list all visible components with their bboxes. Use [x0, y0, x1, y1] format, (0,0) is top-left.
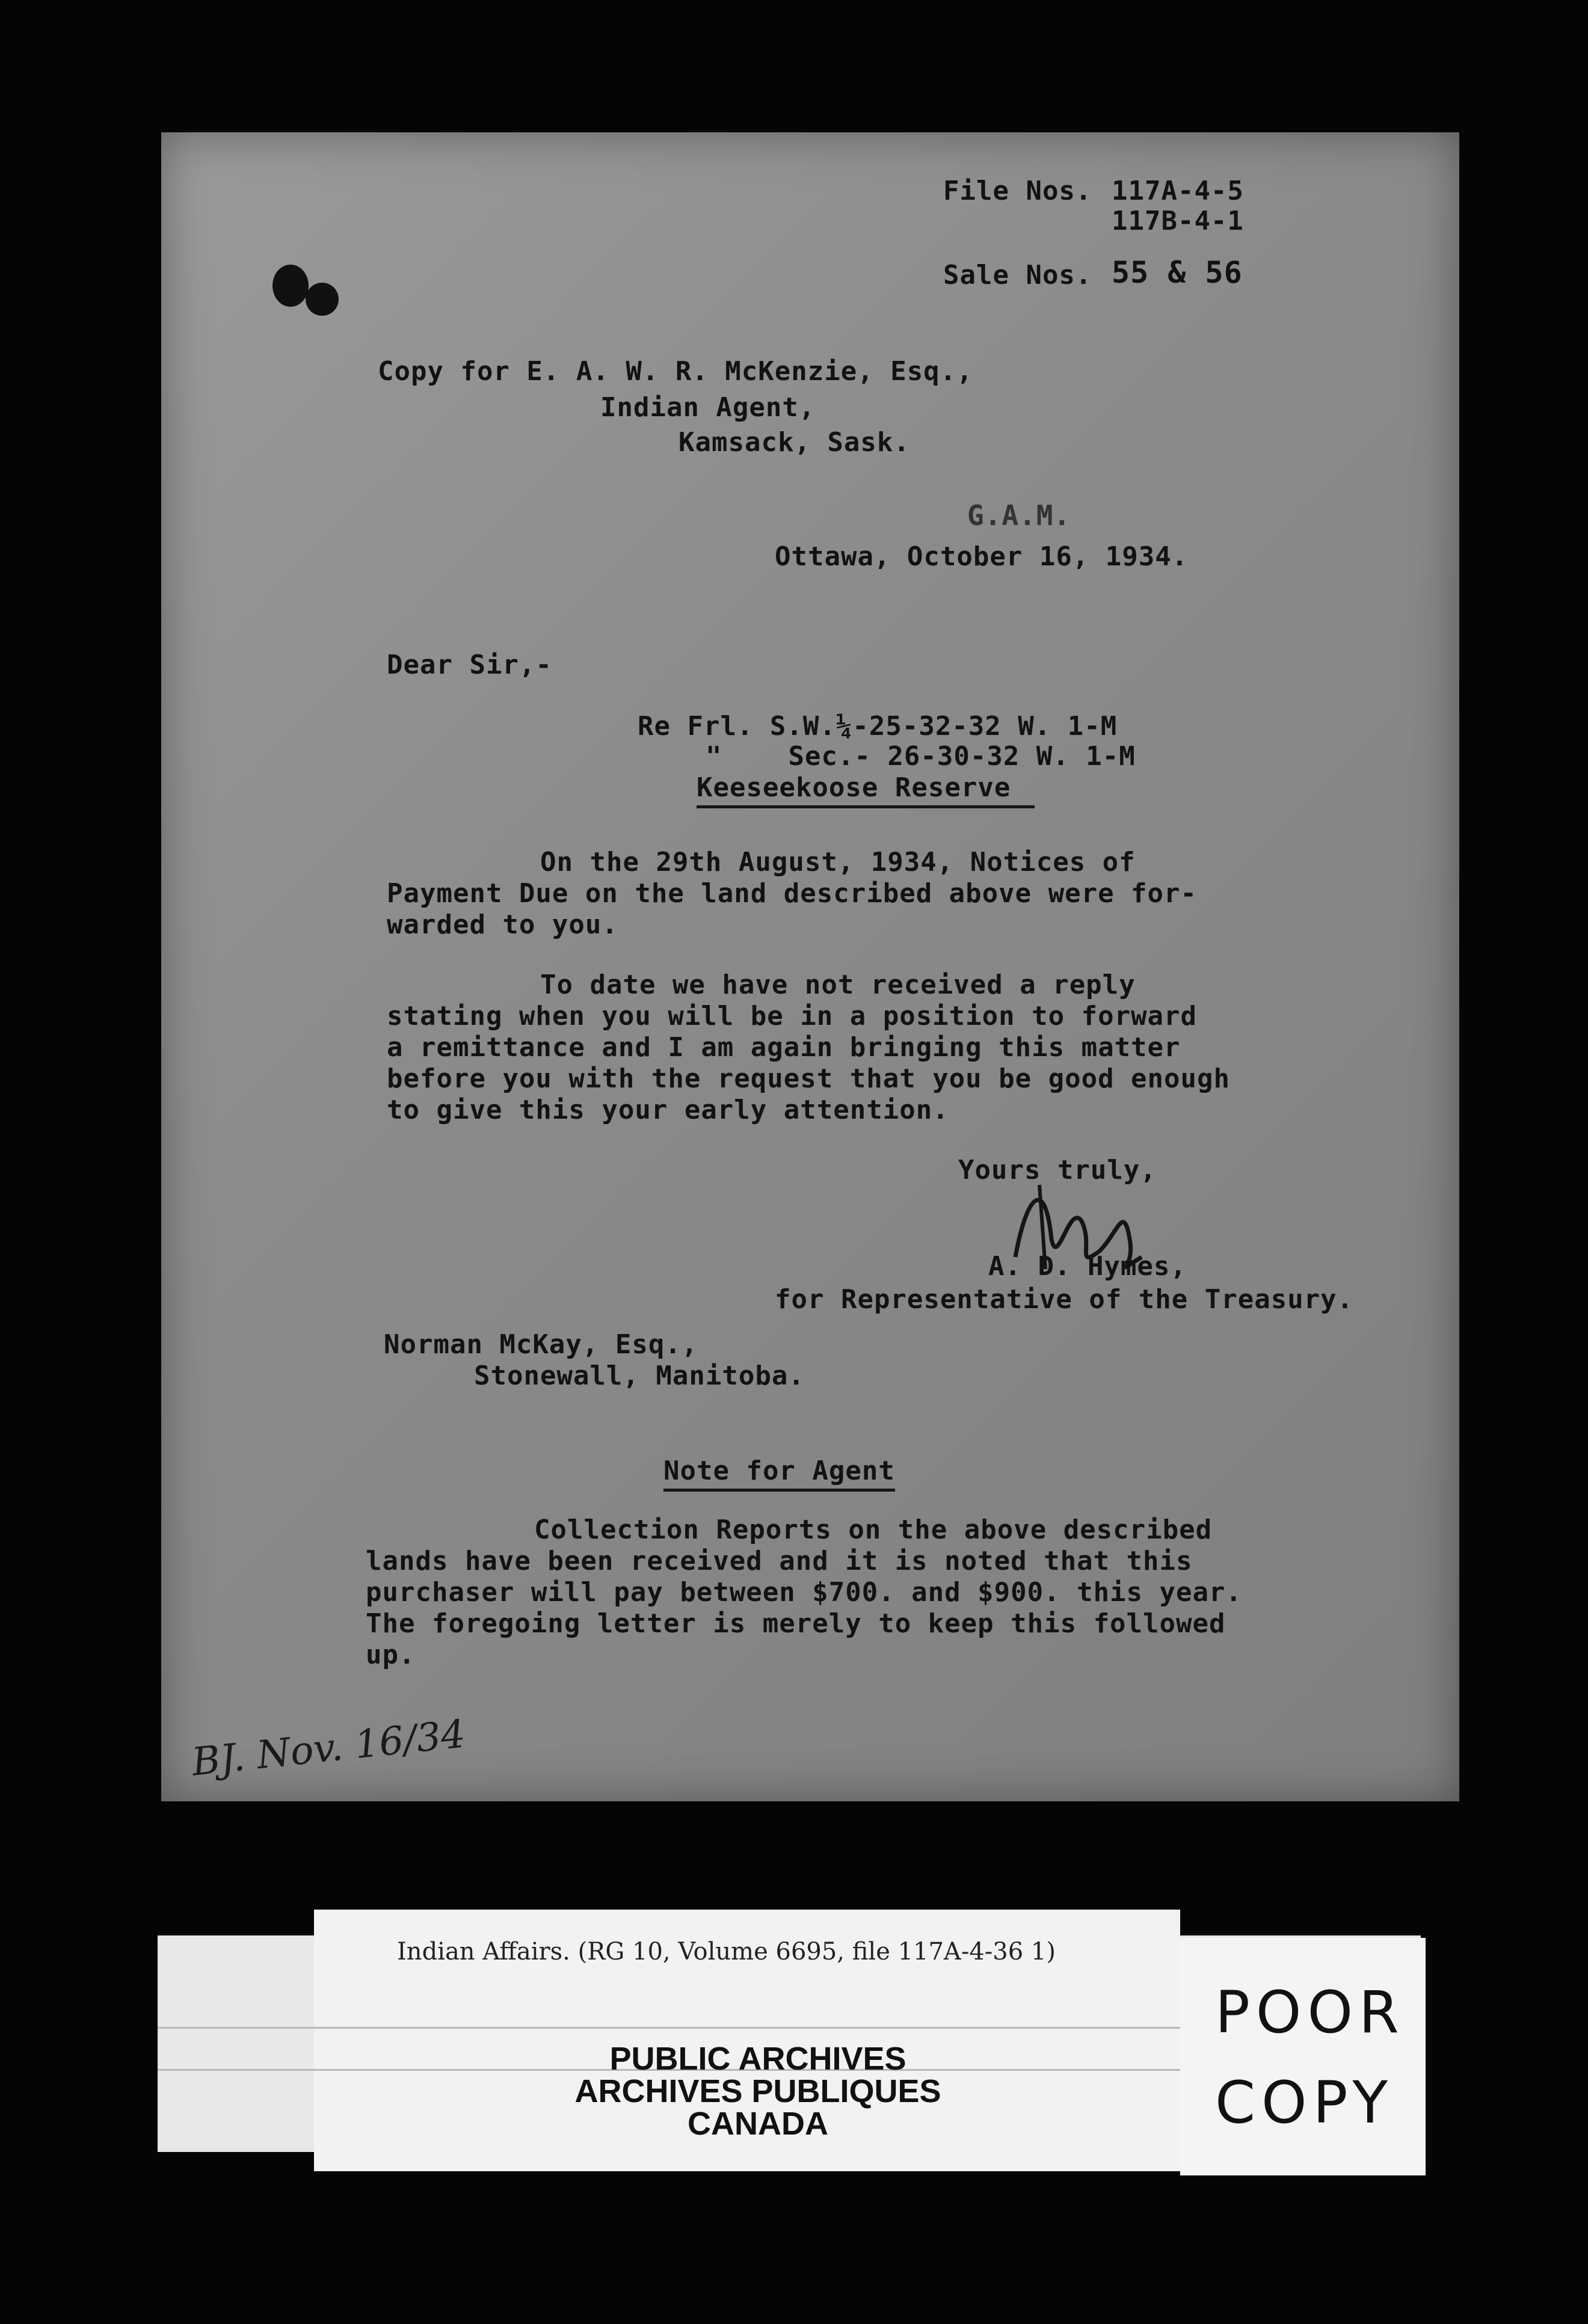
para2-line: stating when you will be in a position to forward — [387, 1001, 1198, 1031]
para2-line: To date we have not received a reply — [540, 970, 1136, 1000]
para1-line: Payment Due on the land described above were for- — [387, 878, 1198, 909]
ink-blot — [272, 265, 309, 307]
note-line: Collection Reports on the above described — [534, 1514, 1213, 1545]
file-no-2: 117B-4-1 — [1112, 206, 1244, 236]
para2-line: a remittance and I am again bringing this matter — [387, 1032, 1181, 1063]
copy-for-line: Copy for E. A. W. R. McKenzie, Esq., — [378, 356, 973, 387]
file-nos-label: File Nos. — [943, 176, 1092, 206]
copy-text: COPY — [1215, 2069, 1394, 2136]
closing: Yours truly, — [958, 1155, 1157, 1185]
note-line: up. — [366, 1640, 416, 1670]
sale-nos: 55 & 56 — [1112, 255, 1243, 290]
signer: A. D. Hymes, — [988, 1251, 1187, 1282]
note-line: lands have been received and it is noted that this — [366, 1546, 1193, 1576]
archive-reference: Indian Affairs. (RG 10, Volume 6695, file 117A-4-36 1) — [397, 1938, 1056, 1966]
note-heading: Note for Agent — [663, 1456, 895, 1492]
para2-line: to give this your early attention. — [387, 1095, 949, 1125]
sale-nos-label: Sale Nos. — [943, 260, 1092, 290]
salutation: Dear Sir,- — [387, 650, 552, 680]
archive-line-3: CANADA — [688, 2106, 828, 2142]
poor-text: POOR — [1215, 1979, 1405, 2046]
note-line: The foregoing letter is merely to keep this followed — [366, 1608, 1226, 1639]
para2-line: before you with the request that you be good enough — [387, 1063, 1231, 1094]
re-line-3: Keeseekoose Reserve — [697, 772, 1035, 808]
letter-sheet — [161, 132, 1459, 1801]
re-line-1: Re Frl. S.W.¼-25-32-32 W. 1-M — [638, 711, 1118, 742]
addressee-place: Stonewall, Manitoba. — [474, 1360, 805, 1391]
poor-copy-label — [1180, 1938, 1426, 2175]
archive-line-1: PUBLIC ARCHIVES — [609, 2041, 906, 2077]
handwritten-note: BJ. Nov. 16/34 — [189, 1712, 468, 1785]
para1-line: warded to you. — [387, 909, 618, 940]
note-line: purchaser will pay between $700. and $900. this year. — [366, 1577, 1242, 1608]
signer-title: for Representative of the Treasury. — [775, 1284, 1354, 1315]
agent-place: Kamsack, Sask. — [679, 427, 910, 458]
date-line: Ottawa, October 16, 1934. — [775, 541, 1189, 572]
addressee-name: Norman McKay, Esq., — [384, 1329, 698, 1360]
archive-line-2: ARCHIVES PUBLIQUES — [574, 2073, 941, 2109]
para1-line: On the 29th August, 1934, Notices of — [540, 847, 1136, 878]
re-line-2: " Sec.- 26-30-32 W. 1-M — [706, 741, 1136, 772]
agent-title: Indian Agent, — [600, 392, 816, 423]
ink-blot — [306, 283, 339, 316]
file-no-1: 117A-4-5 — [1112, 176, 1244, 206]
initials-mark: G.A.M. — [967, 499, 1071, 532]
